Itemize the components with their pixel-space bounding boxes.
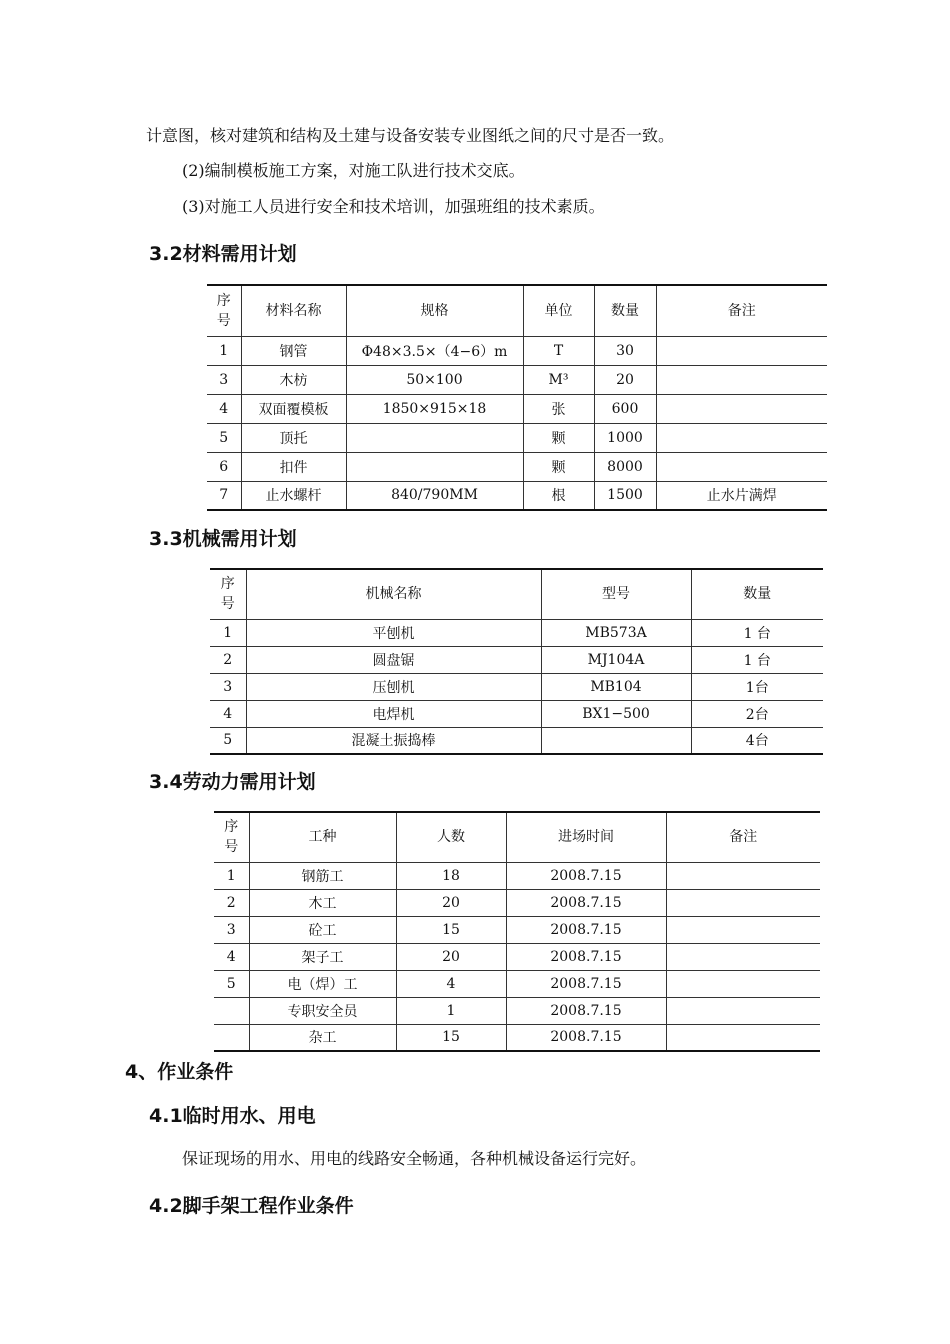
table-header-cell: 规格 [346, 285, 523, 336]
table-cell: 20 [594, 365, 656, 394]
paragraph: (3)对施工人员进行安全和技术培训，加强班组的技术素质。 [182, 197, 605, 216]
table-cell: 1 [210, 619, 246, 646]
table-header-row [214, 812, 820, 862]
table-cell: Φ48×3.5×（4−6）m [346, 336, 523, 365]
table-cell: 1 [214, 862, 249, 889]
machinery-table [210, 568, 823, 755]
table-header-cell: 人数 [396, 812, 506, 862]
table-cell: 4 [210, 700, 246, 727]
table-cell: 混凝土振捣棒 [246, 727, 541, 754]
table-cell: 4 [207, 394, 241, 423]
table-cell: T [523, 336, 594, 365]
subsection-heading: 4.2脚手架工程作业条件 [149, 1195, 354, 1217]
table-cell: 7 [207, 481, 241, 510]
table-row [207, 423, 827, 452]
table-cell: 钢管 [241, 336, 346, 365]
table-cell: 2 [210, 646, 246, 673]
table-header-cell: 备注 [656, 285, 827, 336]
table-cell: 20 [396, 889, 506, 916]
table-row [210, 700, 823, 727]
table-row [214, 862, 820, 889]
section-heading: 3.4劳动力需用计划 [149, 771, 316, 793]
table-cell: 架子工 [249, 943, 396, 970]
table-cell: 2008.7.15 [506, 889, 666, 916]
table-cell: MJ104A [541, 646, 691, 673]
table-cell: 木枋 [241, 365, 346, 394]
table-cell: 50×100 [346, 365, 523, 394]
table-cell: 4 [396, 970, 506, 997]
table-cell: 2台 [691, 700, 823, 727]
table-cell [666, 889, 820, 916]
table-cell: 600 [594, 394, 656, 423]
table-cell: 根 [523, 481, 594, 510]
table-cell [214, 1024, 249, 1051]
table-cell: M³ [523, 365, 594, 394]
table-row [207, 336, 827, 365]
table-row [210, 727, 823, 754]
table-cell: 2008.7.15 [506, 916, 666, 943]
table-header-cell: 单位 [523, 285, 594, 336]
table-header-cell: 序 号 [214, 812, 249, 862]
table-cell: 砼工 [249, 916, 396, 943]
table-cell: 平刨机 [246, 619, 541, 646]
table-header-cell: 进场时间 [506, 812, 666, 862]
table-header-cell: 序 号 [210, 569, 246, 619]
table-cell: 双面覆模板 [241, 394, 346, 423]
table-cell: 30 [594, 336, 656, 365]
table-cell [666, 862, 820, 889]
table-cell: 3 [210, 673, 246, 700]
section-heading: 3.3机械需用计划 [149, 528, 297, 550]
table-cell: 4台 [691, 727, 823, 754]
table-cell: 20 [396, 943, 506, 970]
table-row [214, 889, 820, 916]
table-cell: 5 [210, 727, 246, 754]
table-row [214, 970, 820, 997]
table-cell: 18 [396, 862, 506, 889]
table-cell [656, 452, 827, 481]
table-cell: 电焊机 [246, 700, 541, 727]
table-cell: 2008.7.15 [506, 943, 666, 970]
table-header-cell: 序 号 [207, 285, 241, 336]
table-row [207, 481, 827, 510]
table-cell: 15 [396, 916, 506, 943]
table-cell: 1500 [594, 481, 656, 510]
table-cell: 颗 [523, 452, 594, 481]
table-cell: 2008.7.15 [506, 970, 666, 997]
table-cell: 杂工 [249, 1024, 396, 1051]
table-row [210, 646, 823, 673]
table-header-cell: 数量 [691, 569, 823, 619]
table-cell: 1 [207, 336, 241, 365]
table-cell: 扣件 [241, 452, 346, 481]
table-cell: BX1−500 [541, 700, 691, 727]
table-cell: 2008.7.15 [506, 862, 666, 889]
table-row [214, 916, 820, 943]
table-cell: 顶托 [241, 423, 346, 452]
table-row [210, 619, 823, 646]
table-cell [666, 970, 820, 997]
table-header-row [210, 569, 823, 619]
table-cell [541, 727, 691, 754]
table-cell: 止水片满焊 [656, 481, 827, 510]
table-cell [656, 394, 827, 423]
table-cell [666, 943, 820, 970]
table-row [207, 452, 827, 481]
subsection-heading: 4.1临时用水、用电 [149, 1105, 316, 1127]
table-cell: 颗 [523, 423, 594, 452]
section-heading: 4、作业条件 [125, 1061, 234, 1083]
table-cell: 1 台 [691, 619, 823, 646]
paragraph: 保证现场的用水、用电的线路安全畅通，各种机械设备运行完好。 [182, 1149, 647, 1168]
table-cell: 5 [207, 423, 241, 452]
labor-table [214, 811, 820, 1052]
table-row [214, 1024, 820, 1051]
table-cell: 1850×915×18 [346, 394, 523, 423]
table-cell: 圆盘锯 [246, 646, 541, 673]
table-cell: 8000 [594, 452, 656, 481]
table-row [207, 394, 827, 423]
table-cell [346, 423, 523, 452]
table-cell: 1 台 [691, 646, 823, 673]
table-cell: 2 [214, 889, 249, 916]
table-cell: MB104 [541, 673, 691, 700]
paragraph: (2)编制模板施工方案，对施工队进行技术交底。 [182, 161, 525, 180]
table-header-cell: 备注 [666, 812, 820, 862]
table-header-cell: 材料名称 [241, 285, 346, 336]
table-cell: 电（焊）工 [249, 970, 396, 997]
table-cell [656, 423, 827, 452]
table-cell: 15 [396, 1024, 506, 1051]
table-cell [214, 997, 249, 1024]
table-row [214, 943, 820, 970]
table-cell: 钢筋工 [249, 862, 396, 889]
table-cell: 2008.7.15 [506, 997, 666, 1024]
table-cell: 1 [396, 997, 506, 1024]
table-header-cell: 工种 [249, 812, 396, 862]
materials-table [207, 284, 827, 511]
table-row [214, 997, 820, 1024]
table-cell: 1000 [594, 423, 656, 452]
table-cell [666, 997, 820, 1024]
paragraph: 计意图，核对建筑和结构及土建与设备安装专业图纸之间的尺寸是否一致。 [146, 126, 675, 145]
table-row [210, 673, 823, 700]
table-cell [666, 1024, 820, 1051]
table-cell: MB573A [541, 619, 691, 646]
table-header-cell: 数量 [594, 285, 656, 336]
table-header-cell: 机械名称 [246, 569, 541, 619]
table-cell [346, 452, 523, 481]
table-cell: 840/790MM [346, 481, 523, 510]
table-row [207, 365, 827, 394]
table-cell: 2008.7.15 [506, 1024, 666, 1051]
table-cell: 专职安全员 [249, 997, 396, 1024]
table-cell: 木工 [249, 889, 396, 916]
table-cell: 4 [214, 943, 249, 970]
table-cell: 3 [207, 365, 241, 394]
section-heading: 3.2材料需用计划 [149, 243, 297, 265]
table-header-cell: 型号 [541, 569, 691, 619]
table-cell [656, 336, 827, 365]
table-header-row [207, 285, 827, 336]
table-cell: 5 [214, 970, 249, 997]
table-cell: 张 [523, 394, 594, 423]
table-cell: 6 [207, 452, 241, 481]
table-cell: 1台 [691, 673, 823, 700]
table-cell: 压刨机 [246, 673, 541, 700]
table-cell: 3 [214, 916, 249, 943]
table-cell [656, 365, 827, 394]
table-cell: 止水螺杆 [241, 481, 346, 510]
table-cell [666, 916, 820, 943]
